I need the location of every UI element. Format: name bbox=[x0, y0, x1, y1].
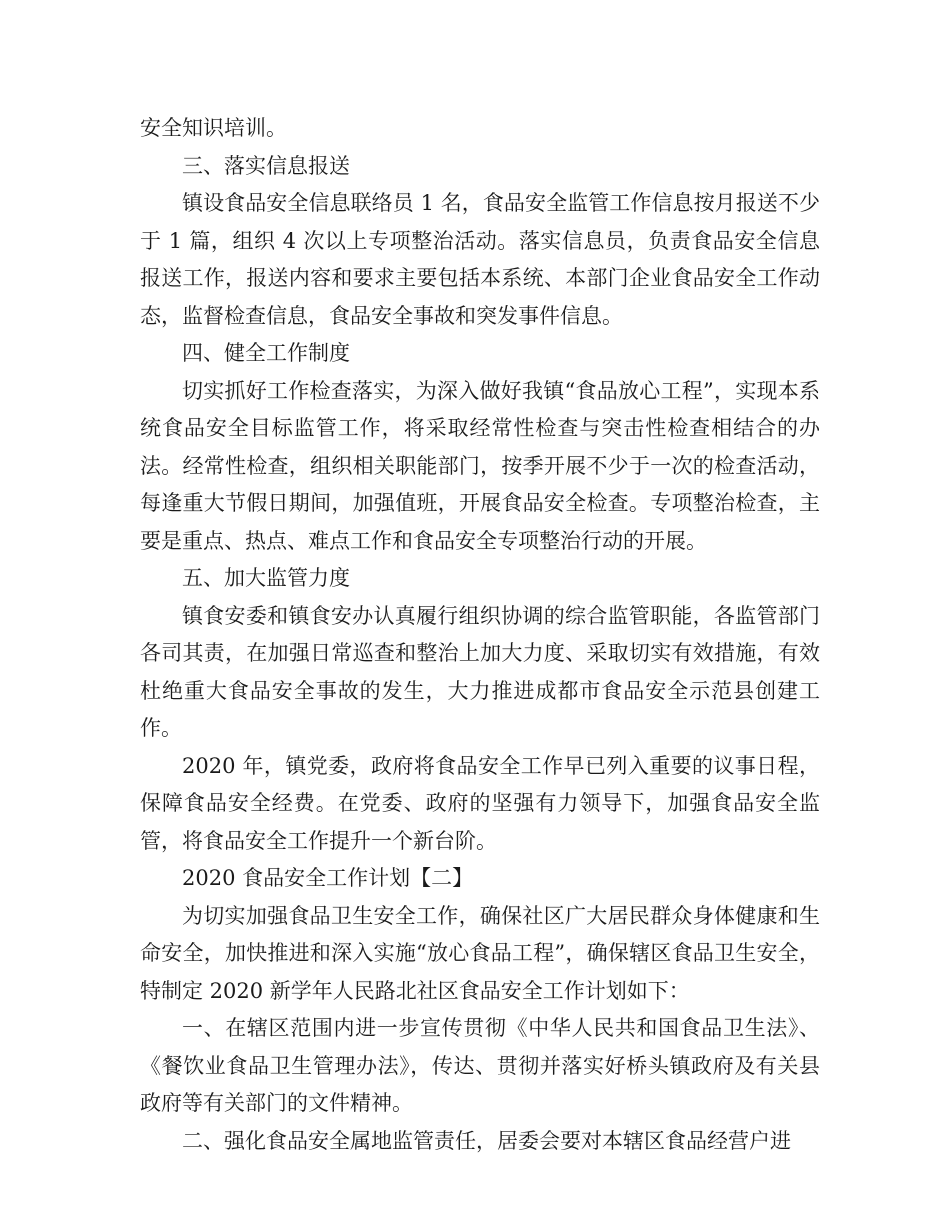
paragraph-work-system: 切实抓好工作检查落实，为深入做好我镇“食品放心工程”，实现本系统食品安全目标监管工作，将采取经常性检查与突击性检查相结合的办法。经常性检查，组织相关职能部门，按季开展不少于一次的检查活动，每逢重大节假日期间，加强值班，开展食品安全检查。专项整治检查，主要是重点、热点、难点工作和食品安全专项整治行动的开展。 bbox=[140, 378, 820, 553]
paragraph-item-2: 二、强化食品安全属地监管责任，居委会要对本辖区食品经营户进 bbox=[182, 1128, 791, 1153]
paragraph-item-1: 一、在辖区范围内进一步宣传贯彻《中华人民共和国食品卫生法》、《餐饮业食品卫生管理办法》，传达、贯彻并落实好桥头镇政府及有关县政府等有关部门的文件精神。 bbox=[140, 1016, 820, 1115]
paragraph-summary-2020: 2020 年，镇党委，政府将食品安全工作早已列入重要的议事日程，保障食品安全经费。在党委、政府的坚强有力领导下，加强食品安全监管，将食品安全工作提升一个新台阶。 bbox=[140, 753, 820, 853]
section-heading-3: 三、落实信息报送 bbox=[182, 153, 350, 178]
section-heading-5: 五、加大监管力度 bbox=[182, 566, 350, 590]
paragraph-supervision: 镇食安委和镇食安办认真履行组织协调的综合监管职能，各监管部门各司其责，在加强日常巡查和整治上加大力度、采取切实有效措施，有效杜绝重大食品安全事故的发生，大力推进成都市食品安全示范县创建工作。 bbox=[140, 603, 820, 740]
section-heading-4: 四、健全工作制度 bbox=[182, 341, 350, 365]
paragraph-plan-intro: 为切实加强食品卫生安全工作，确保社区广大居民群众身体健康和生命安全，加快推进和深入实施“放心食品工程”，确保辖区食品卫生安全，特制定 2020 新学年人民路北社区食品安全工作计划如下： bbox=[140, 903, 820, 1003]
plan-title-2: 2020 食品安全工作计划【二】 bbox=[182, 866, 474, 890]
document-body bbox=[140, 110, 820, 1160]
paragraph-continuation: 安全知识培训。 bbox=[140, 116, 287, 140]
paragraph-info-reporting: 镇设食品安全信息联络员 1 名，食品安全监管工作信息按月报送不少于 1 篇，组织 4 次以上专项整治活动。落实信息员，负责食品安全信息报送工作，报送内容和要求主要包括本系统、本部门企业食品安全工作动态，监督检查信息，食品安全事故和突发事件信息。 bbox=[140, 191, 820, 328]
